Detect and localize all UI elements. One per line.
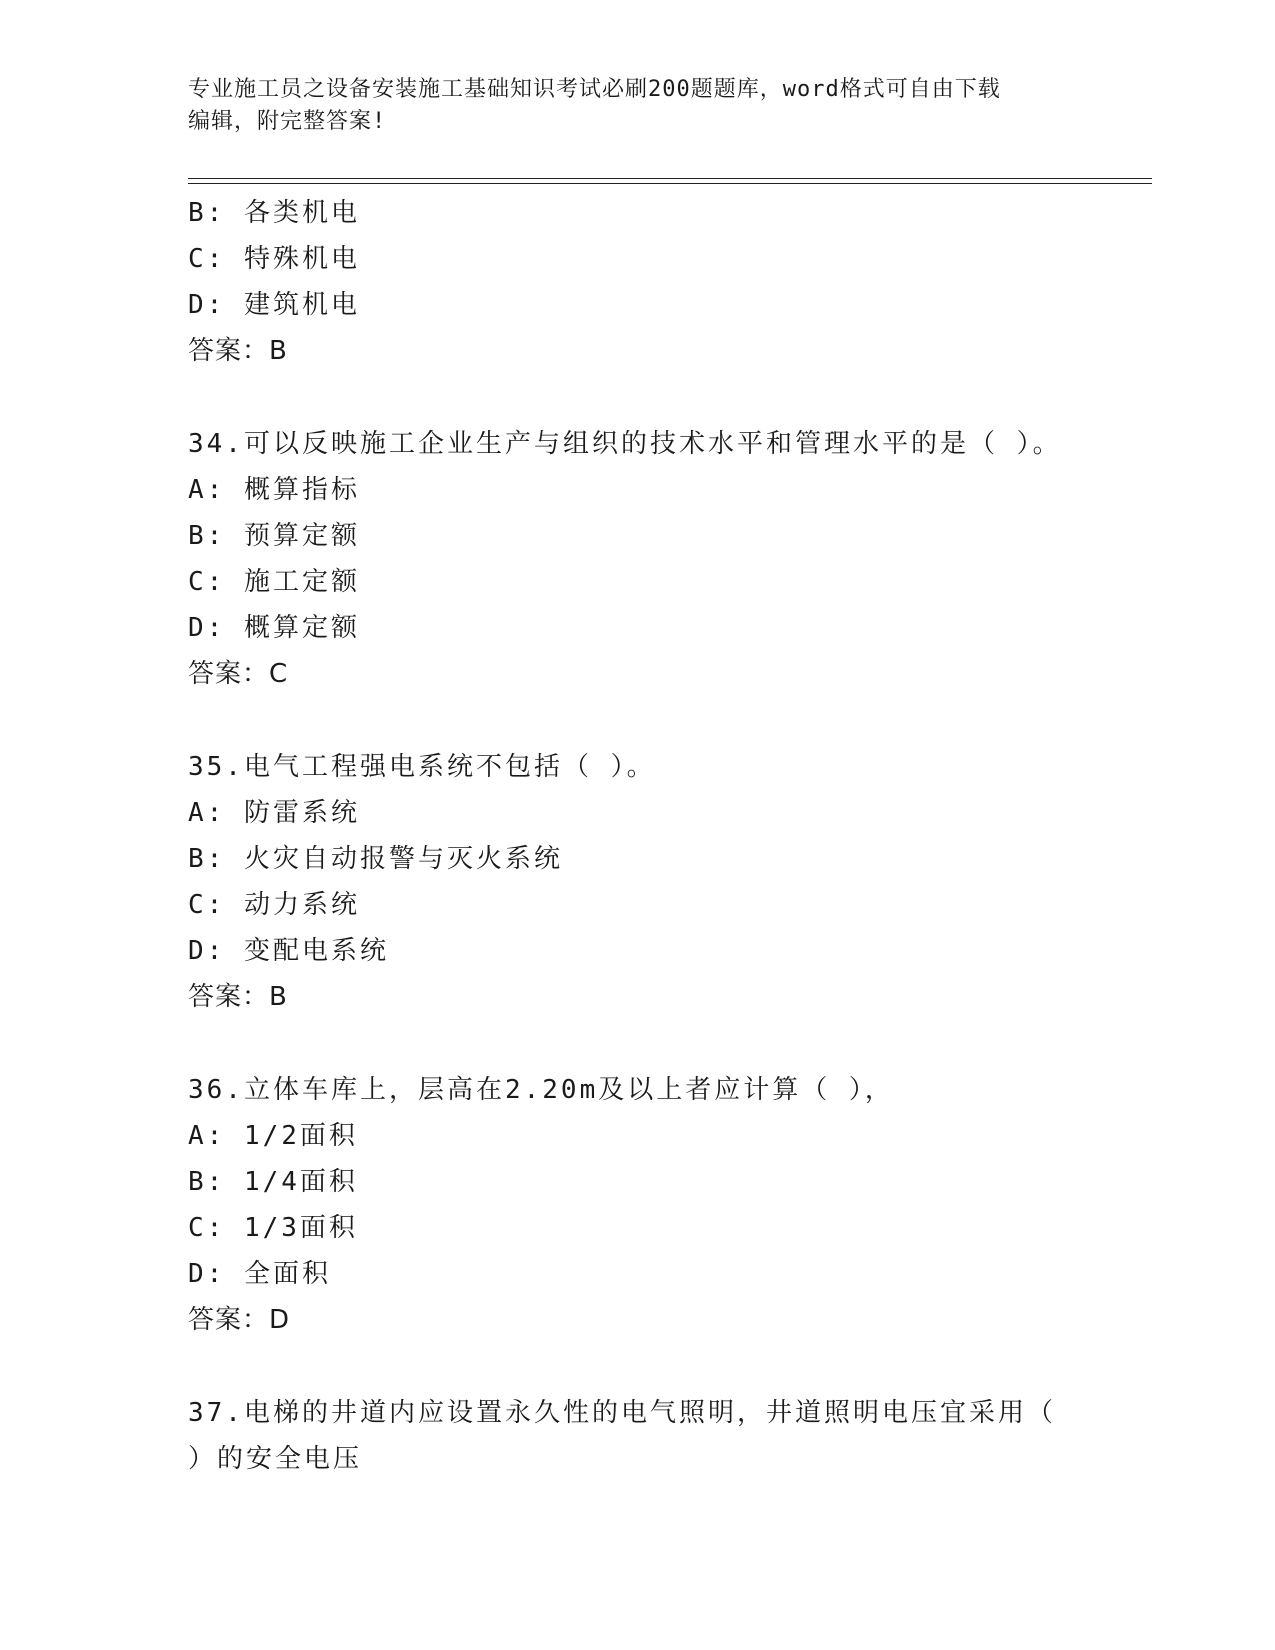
header-line-1: 专业施工员之设备安装施工基础知识考试必刷200题题库，word格式可自由下载 — [188, 77, 1001, 102]
option-d: D: 全面积 — [188, 1259, 331, 1289]
document-header — [188, 74, 1088, 138]
option-d: D: 建筑机电 — [188, 290, 360, 320]
question-36 — [188, 1067, 1148, 1343]
option-c: C: 动力系统 — [188, 890, 360, 920]
option-b: B: 各类机电 — [188, 198, 360, 228]
option-b: B: 1/4面积 — [188, 1167, 358, 1197]
option-a: A: 概算指标 — [188, 475, 360, 505]
option-a: A: 防雷系统 — [188, 798, 360, 828]
question-37 — [188, 1390, 1148, 1482]
question-stem-line-2: ）的安全电压 — [188, 1444, 363, 1474]
option-b: B: 预算定额 — [188, 521, 360, 551]
question-list — [188, 190, 1148, 1482]
question-stem: 34.可以反映施工企业生产与组织的技术水平和管理水平的是（ ）。 — [188, 429, 1062, 459]
option-a: A: 1/2面积 — [188, 1121, 358, 1151]
answer-line: 答案：D — [188, 1305, 291, 1335]
answer-line: 答案：B — [188, 336, 288, 366]
question-stem: 35.电气工程强电系统不包括（ ）。 — [188, 752, 656, 782]
header-divider-bottom — [188, 183, 1152, 184]
answer-line: 答案：C — [188, 659, 289, 689]
question-34 — [188, 421, 1148, 697]
question-stem: 36.立体车库上，层高在2.20m及以上者应计算（ ）， — [188, 1075, 894, 1105]
header-line-2: 编辑，附完整答案! — [188, 109, 387, 134]
header-divider-top — [188, 178, 1152, 179]
option-c: C: 施工定额 — [188, 567, 360, 597]
option-c: C: 特殊机电 — [188, 244, 360, 274]
question-33-tail — [188, 190, 1148, 374]
option-b: B: 火灾自动报警与灭火系统 — [188, 844, 563, 874]
option-d: D: 概算定额 — [188, 613, 360, 643]
question-stem-line-1: 37.电梯的井道内应设置永久性的电气照明，井道照明电压宜采用（ — [188, 1398, 1056, 1428]
question-35 — [188, 744, 1148, 1020]
answer-line: 答案：B — [188, 982, 288, 1012]
option-d: D: 变配电系统 — [188, 936, 389, 966]
option-c: C: 1/3面积 — [188, 1213, 358, 1243]
